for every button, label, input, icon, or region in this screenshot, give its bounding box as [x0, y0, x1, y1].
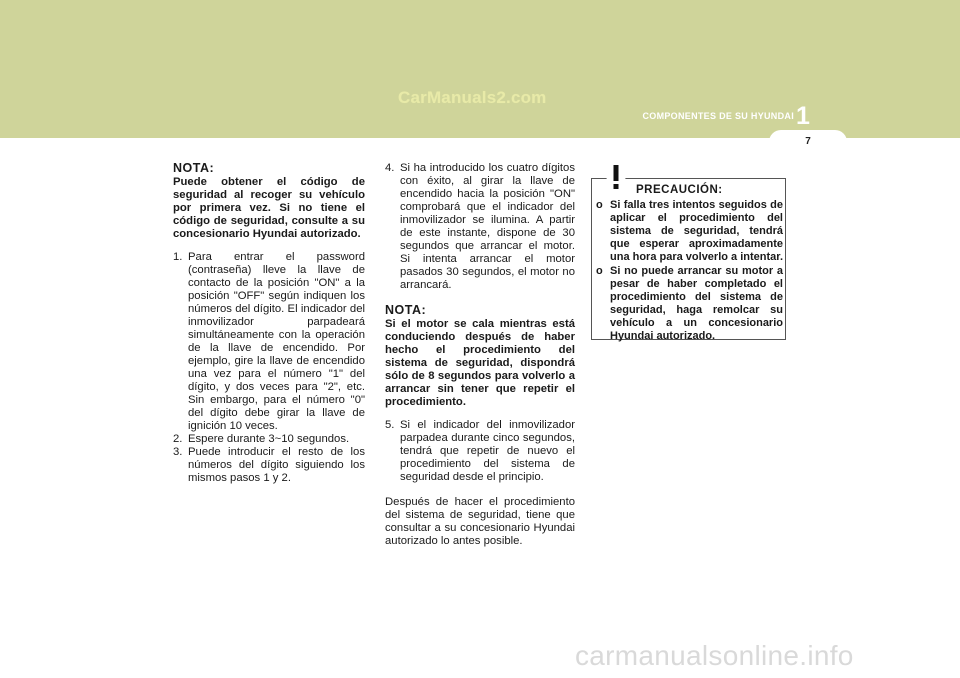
step-number: 2. [173, 433, 183, 445]
middle-column [385, 162, 575, 556]
header-band [0, 0, 960, 138]
site-watermark: CarManuals2.com [398, 88, 547, 107]
list-item [173, 433, 365, 446]
page-number: 7 [805, 136, 811, 147]
warning-triangle-icon [599, 160, 633, 192]
chapter-title: COMPONENTES DE SU HYUNDAI [642, 111, 794, 121]
steps-list [385, 419, 575, 484]
step-number: 5. [385, 419, 395, 431]
caution-text: Si no puede arrancar su motor a pesar de haber completado el procedimiento del sistema de seguridad, haga remolcar su vehículo a un concesionario Hyundai autorizado. [610, 265, 783, 342]
note-text: Puede obtener el código de seguridad al recoger su vehículo por primera vez. Si no tiene el código de seguridad, consulte a su concesionario Hyundai autorizado. [173, 176, 365, 240]
step-text: Para entrar el password (contraseña) lleve la llave de contacto de la posición "ON" a la posición "OFF" según indiquen los números del dígito. El indicador del inmovilizador parpadeará simultáneamente con la operación de la llave de encendido. Por ejemplo, gire la llave de encendido una vez para el número "1" del dígito, y dos veces para "2", etc. Sin embargo, para el número "0" del dígito debe girar la llave de ignición 10 veces. [188, 251, 365, 432]
note-text: Si el motor se cala mientras está conduciendo después de haber hecho el procedimiento del sistema de seguridad, dispondrá sólo de 8 segundos para volverlo a arrancar sin tener que repetir el procedimiento. [385, 318, 575, 408]
list-item [173, 446, 365, 485]
step-number: 3. [173, 446, 183, 458]
list-item [596, 199, 783, 264]
step-text: Espere durante 3~10 segundos. [188, 433, 350, 445]
caution-title: PRECAUCIÓN: [636, 184, 723, 196]
chapter-number: 1 [796, 102, 810, 130]
footer-watermark: carmanualsonline.info [575, 640, 854, 671]
caution-text: Si falla tres intentos seguidos de aplicar el procedimiento del sistema de seguridad, tendrá que esperar aproximadamente una hora para volverlo a intentar. [610, 199, 783, 263]
list-item [385, 162, 575, 292]
bullet: o [596, 199, 603, 211]
note-heading: NOTA: [173, 161, 215, 175]
bullet: o [596, 265, 603, 277]
step-text: Puede introducir el resto de los números del dígito siguiendo los mismos pasos 1 y 2. [188, 446, 365, 484]
left-column [173, 162, 365, 495]
note-heading: NOTA: [385, 303, 427, 317]
step-number: 4. [385, 162, 395, 174]
step-text: Si el indicador del inmovilizador parpadea durante cinco segundos, tendrá que repetir de nuevo el procedimiento del sistema de seguridad desde el principio. [400, 419, 575, 483]
caution-list [596, 199, 783, 344]
step-number: 1. [173, 251, 183, 263]
step-text: Si ha introducido los cuatro dígitos con éxito, al girar la llave de encendido hacia la posición "ON" comprobará que el indicador del inmovilizador se ilumina. A partir de este instante, dispone de 30 segundos que arrancar el motor. Si intenta arrancar el motor pasados 30 segundos, el motor no arrancará. [400, 162, 575, 291]
list-item [173, 251, 365, 433]
list-item [385, 419, 575, 484]
closing-paragraph: Después de hacer el procedimiento del sistema de seguridad, tiene que consultar a su concesionario Hyundai autorizado lo antes posible. [385, 496, 575, 547]
steps-list [385, 162, 575, 292]
steps-list [173, 251, 365, 485]
list-item [596, 265, 783, 343]
